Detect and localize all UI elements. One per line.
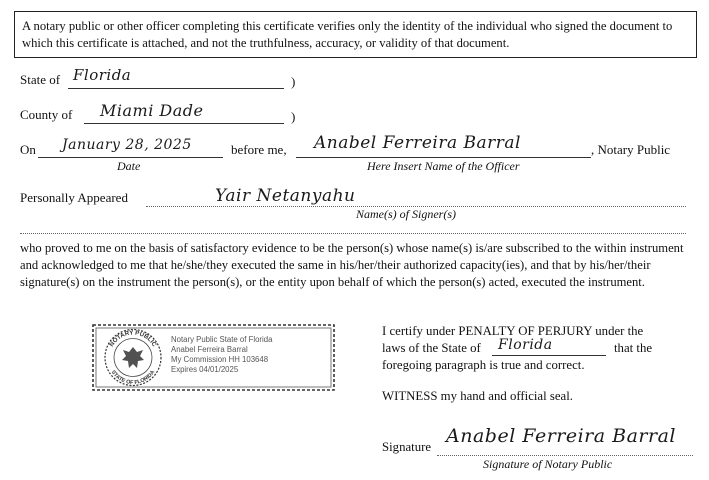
svg-text:STATE OF FLORIDA <box>110 369 156 386</box>
certify-line-2-post: that the <box>614 341 653 355</box>
on-label: On <box>20 142 36 157</box>
notary-public-suffix: , Notary Public <box>591 142 671 157</box>
county-line <box>84 123 284 124</box>
seal-line-3: My Commission HH 103648 <box>171 355 269 364</box>
officer-line <box>296 157 591 158</box>
appeared-label: Personally Appeared <box>20 190 128 205</box>
svg-text:NOTARY PUBLIC <box>108 329 158 348</box>
notice-box <box>14 11 697 58</box>
certify-line-3: foregoing paragraph is true and correct. <box>382 358 585 372</box>
date-caption: Date <box>117 159 141 173</box>
officer-caption: Here Insert Name of the Officer <box>367 159 520 173</box>
signature-caption: Signature of Notary Public <box>483 457 613 471</box>
signature-label: Signature <box>382 440 432 454</box>
state-paren: ) <box>291 74 296 89</box>
certify-line-1: I certify under PENALTY OF PERJURY under the <box>382 324 644 338</box>
seal-line-2: Anabel Ferreira Barral <box>171 345 248 354</box>
seal-ring-top: NOTARY PUBLIC <box>108 329 158 349</box>
seal-ring-bottom: STATE OF FLORIDA <box>109 369 157 387</box>
county-label: County of <box>20 107 73 122</box>
state-handwritten: Florida <box>73 66 132 84</box>
signer-handwritten: Yair Netanyahu <box>215 186 356 206</box>
signer-caption: Name(s) of Signer(s) <box>356 207 456 221</box>
county-paren: ) <box>291 109 296 124</box>
officer-handwritten: Anabel Ferreira Barral <box>314 133 521 153</box>
seal-line-4: Expires 04/01/2025 <box>171 365 239 374</box>
signer-line-2 <box>20 233 686 234</box>
state-label: State of <box>20 72 61 87</box>
acknowledgment-paragraph <box>20 240 700 291</box>
date-line <box>38 157 223 158</box>
eagle-icon <box>122 347 144 368</box>
certify-state-line <box>492 355 606 356</box>
before-me-label: before me, <box>231 142 287 157</box>
certify-line-2-pre: laws of the State of <box>382 341 481 355</box>
notary-signature: Anabel Ferreira Barral <box>446 425 676 447</box>
witness-text: WITNESS my hand and official seal. <box>382 389 573 403</box>
county-handwritten: Miami Dade <box>100 101 204 120</box>
state-line <box>68 88 284 89</box>
seal-line-1: Notary Public State of Florida <box>171 335 273 344</box>
notice-text: A notary public or other officer completing this certificate verifies only the identity of the individual who signed the document to which this certificate is attached, and not the truthfulness, accuracy, or validity of that document. <box>22 19 673 50</box>
certify-state-handwritten: Florida <box>498 337 553 353</box>
paragraph-text: who proved to me on the basis of satisfactory evidence to be the person(s) whose name(s) is/are subscribed to the within instrument and acknowledged to me that he/she/they executed the same in his/her/their authorized capacity(ies), and that by his/her/their signature(s) on the instrument the person(s), or the entity upon behalf of which the person(s) acted, executed the instrument. <box>20 241 684 289</box>
seal-text-block <box>171 335 272 375</box>
date-handwritten: January 28, 2025 <box>62 137 192 153</box>
signature-line <box>437 455 693 456</box>
